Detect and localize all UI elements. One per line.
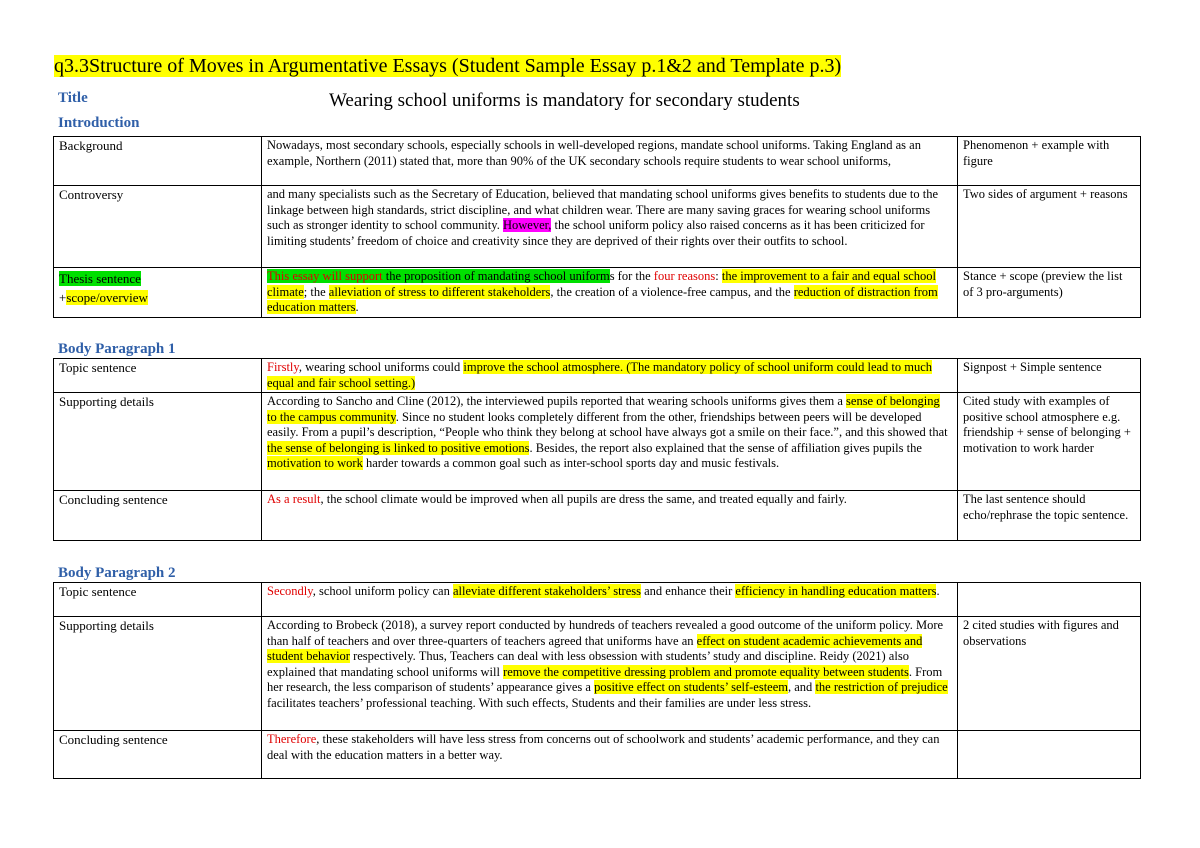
note-cell: Phenomenon + example with figure xyxy=(958,137,1141,186)
note-cell xyxy=(958,583,1141,617)
move-cell: Concluding sentence xyxy=(54,491,262,541)
table-row xyxy=(54,359,1141,393)
introduction-table xyxy=(53,136,1141,318)
body-paragraph-1-label: Body Paragraph 1 xyxy=(58,341,176,357)
essay-text-cell: As a result, the school climate would be improved when all pupils are dress the same, and treated equally and fairly. xyxy=(262,491,958,541)
move-cell: Thesis sentence +scope/overview xyxy=(54,268,262,318)
table-row xyxy=(54,268,1141,318)
essay-text-cell: According to Sancho and Cline (2012), the interviewed pupils reported that wearing schools uniforms gives them a sense of belonging to the campus community. Since no student looks completely different from the other, friendships between peers will be developed easily. From a pupil’s description, “People who think they belong at school have always got a smile on their face.”, and this showed that the sense of belonging is linked to positive emotions. Besides, the report also explained that the sense of affiliation gives pupils the motivation to work harder towards a common goal such as inter-school sports day and music festivals. xyxy=(262,393,958,491)
essay-text-cell: and many specialists such as the Secretary of Education, believed that mandating school uniforms gives benefits to students due to the linkage between high standards, strict discipline, and what children wear. There are many saving graces for wearing school uniforms such as stronger identity to school community. However, the school uniform policy also raised concerns as it has been criticized for limiting students’ freedom of choice and creativity since they are deprived of their rights over their outfits to school. xyxy=(262,186,958,268)
essay-title: Wearing school uniforms is mandatory for secondary students xyxy=(329,90,800,111)
note-cell: 2 cited studies with figures and observations xyxy=(958,617,1141,731)
move-cell: Supporting details xyxy=(54,617,262,731)
essay-text-cell: This essay will support the proposition of mandating school uniforms for the four reasons: the improvement to a fair and equal school climate; the alleviation of stress to different stakeholders, the creation of a violence-free campus, and the reduction of distraction from education matters. xyxy=(262,268,958,318)
note-cell: Stance + scope (preview the list of 3 pro-arguments) xyxy=(958,268,1141,318)
move-cell: Concluding sentence xyxy=(54,731,262,779)
body-paragraph-1-table xyxy=(53,358,1141,541)
essay-text-cell: Therefore, these stakeholders will have less stress from concerns out of schoolwork and students’ academic performance, and they can deal with the education matters in a better way. xyxy=(262,731,958,779)
essay-text-cell: Firstly, wearing school uniforms could improve the school atmosphere. (The mandatory policy of school uniform could lead to much equal and fair school setting.) xyxy=(262,359,958,393)
essay-text-cell: Secondly, school uniform policy can alleviate different stakeholders’ stress and enhance their efficiency in handling education matters. xyxy=(262,583,958,617)
essay-text-cell: According to Brobeck (2018), a survey report conducted by hundreds of teachers revealed a good outcome of the uniform policy. More than half of teachers and over three-quarters of teachers agreed that uniforms have an effect on student academic achievements and student behavior respectively. Thus, Teachers can deal with less obsession with students’ study and discipline. Reidy (2021) also explained that mandating school uniforms will remove the competitive dressing problem and promote equality between students. From her research, the less comparison of students’ appearance gives a positive effect on students’ self-esteem, and the restriction of prejudice facilitates teachers’ professional teaching. With such effects, Students and their families are under less stress. xyxy=(262,617,958,731)
introduction-label: Introduction xyxy=(58,115,140,131)
body-paragraph-2-table xyxy=(53,582,1141,779)
move-cell: Supporting details xyxy=(54,393,262,491)
table-row xyxy=(54,186,1141,268)
note-cell: The last sentence should echo/rephrase the topic sentence. xyxy=(958,491,1141,541)
move-cell: Background xyxy=(54,137,262,186)
table-row xyxy=(54,393,1141,491)
table-row xyxy=(54,137,1141,186)
highlight: However, xyxy=(502,218,552,232)
title-label: Title xyxy=(58,90,88,106)
move-cell: Topic sentence xyxy=(54,583,262,617)
note-cell: Cited study with examples of positive school atmosphere e.g. friendship + sense of belonging + motivation to work harder xyxy=(958,393,1141,491)
table-row xyxy=(54,731,1141,779)
note-cell xyxy=(958,731,1141,779)
table-row xyxy=(54,617,1141,731)
move-cell: Topic sentence xyxy=(54,359,262,393)
table-row xyxy=(54,583,1141,617)
move-cell: Controversy xyxy=(54,186,262,268)
body-paragraph-2-label: Body Paragraph 2 xyxy=(58,565,176,581)
note-cell: Two sides of argument + reasons xyxy=(958,186,1141,268)
note-cell: Signpost + Simple sentence xyxy=(958,359,1141,393)
essay-text-cell: Nowadays, most secondary schools, especially schools in well-developed regions, mandate school uniforms. Taking England as an example, Northern (2011) stated that, more than 90% of the UK secondary schools require students to wear school uniforms, xyxy=(262,137,958,186)
document-title: q3.3Structure of Moves in Argumentative Essays (Student Sample Essay p.1&2 and Template p.3) xyxy=(54,55,842,77)
table-row xyxy=(54,491,1141,541)
